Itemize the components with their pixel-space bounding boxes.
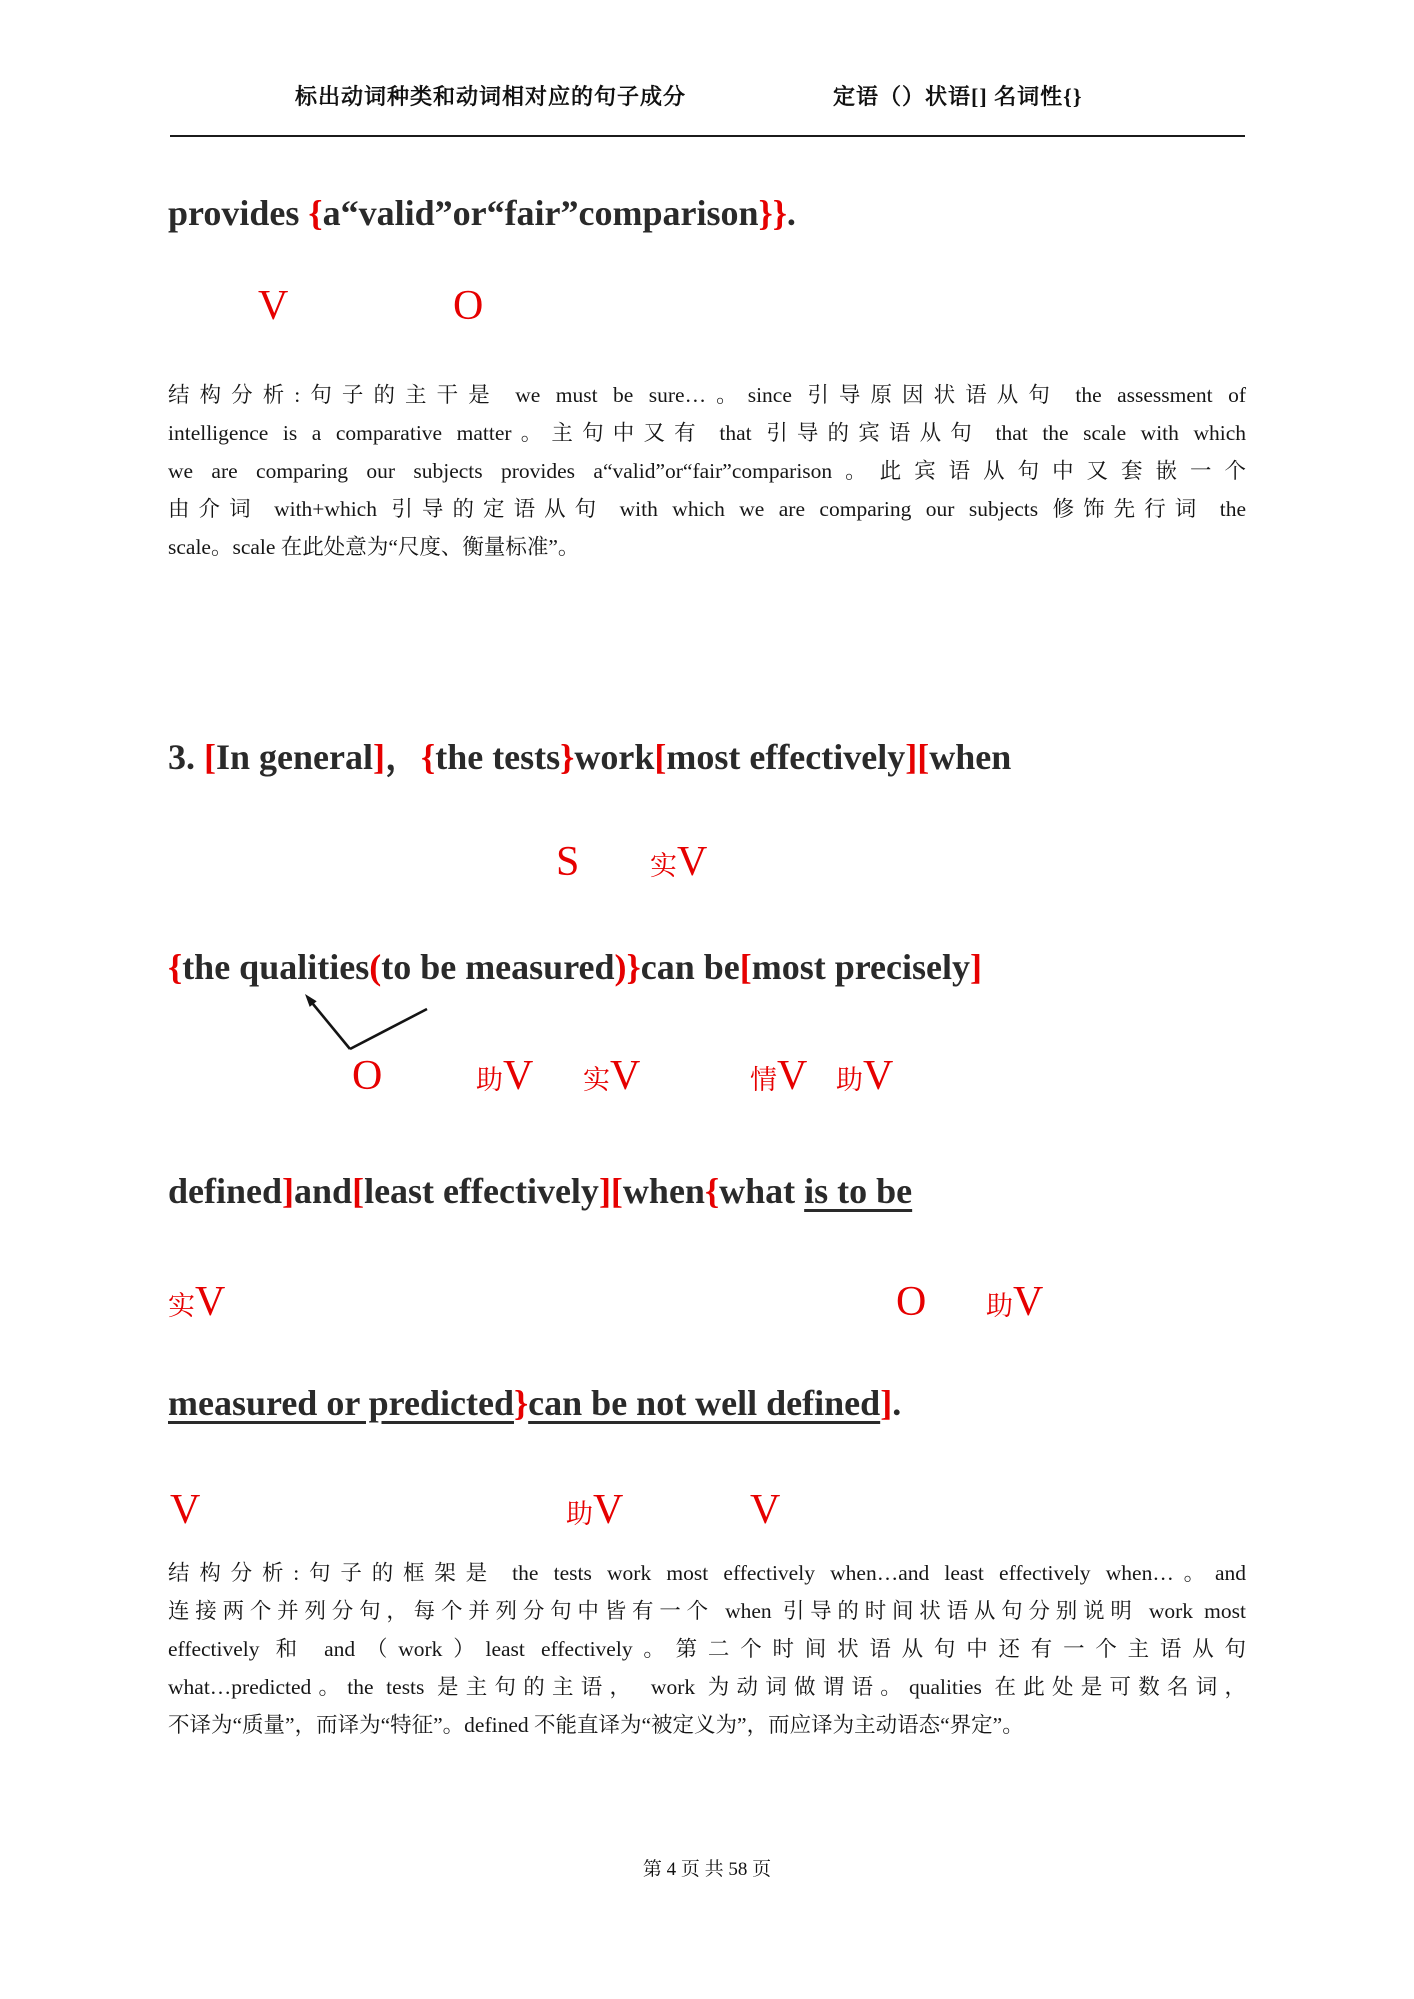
seg: . — [892, 1383, 902, 1423]
brace-open: { — [168, 947, 183, 987]
sentence2-fragment — [168, 190, 796, 237]
analysis-paragraph-1 — [168, 376, 1246, 566]
header-rule — [170, 135, 1245, 137]
analysis-line: 结构分析:句子的主干是 we must be sure…。since 引导原因状语从句 the assessment of — [168, 383, 1246, 407]
brace-close: } — [560, 737, 575, 777]
seg: the tests — [435, 737, 561, 777]
underlined-seg: can be not well defined — [528, 1383, 881, 1423]
grammar-label-o: O — [352, 1053, 383, 1099]
grammar-label-o: O — [896, 1279, 927, 1325]
seg: provides — [168, 193, 309, 233]
label-row-1 — [0, 282, 1414, 342]
header-legend: 定语（）状语[] 名词性{} — [833, 84, 1083, 109]
analysis-line: we are comparing our subjects provides a“valid”or“fair”comparison。此宾语从句中又套嵌一个 — [168, 459, 1246, 483]
seg: defined — [168, 1171, 283, 1211]
bracket-close: ] — [373, 737, 385, 777]
brackets: ][ — [598, 1171, 623, 1211]
underlined-seg: measured or predicted — [168, 1383, 514, 1423]
bracket-open: [ — [654, 737, 667, 777]
analysis-line: 连接两个并列分句，每个并列分句中皆有一个 when 引导的时间状语从句分别说明 work most — [168, 1599, 1246, 1623]
bracket-close: ] — [970, 947, 983, 987]
paren-brace-close: )} — [614, 947, 641, 987]
header-instruction: 标出动词种类和动词相对应的句子成分 — [295, 84, 687, 109]
page-number: 第 4 页 共 58 页 — [642, 1859, 772, 1880]
label-row-3 — [0, 1052, 1414, 1112]
grammar-label-o: O — [453, 283, 484, 329]
grammar-label-v: V — [750, 1487, 781, 1533]
grammar-label-s: S — [556, 839, 580, 885]
brace-close: } — [513, 1383, 529, 1423]
analysis-paragraph-2 — [168, 1554, 1246, 1744]
grammar-label-zhuv: 助V — [986, 1279, 1044, 1325]
seg: most effectively — [666, 737, 906, 777]
grammar-label-zhuv: 助V — [836, 1053, 894, 1099]
bracket-open: [ — [739, 947, 752, 987]
brace-open: { — [704, 1171, 720, 1211]
brace-close: }} — [758, 193, 787, 233]
grammar-label-v: V — [170, 1487, 201, 1533]
seg: when — [622, 1171, 705, 1211]
grammar-label-v: V — [258, 283, 289, 329]
sentence3-line2 — [168, 944, 982, 991]
bracket-close: ] — [880, 1383, 893, 1423]
paren-open: ( — [369, 947, 382, 987]
brackets: ][ — [905, 737, 930, 777]
seg: what — [719, 1171, 805, 1211]
analysis-line: intelligence is a comparative matter。主句中又有 that 引导的宾语从句 that the scale with which — [168, 421, 1246, 445]
label-row-4 — [0, 1278, 1414, 1338]
grammar-label-qingv: 情V — [750, 1053, 808, 1099]
sentence3-line4 — [168, 1380, 901, 1427]
sentence3-line3 — [168, 1168, 912, 1215]
seg: can be — [640, 947, 740, 987]
label-row-5 — [0, 1486, 1414, 1546]
analysis-line: 由介词 with+which 引导的定语从句 with which we are comparing our subjects 修饰先行词 the — [168, 497, 1246, 521]
analysis-line: 结构分析:句子的框架是 the tests work most effectively when…and least effectively when…。and — [168, 1561, 1246, 1585]
brace-open: { — [308, 193, 323, 233]
seg: ， — [385, 737, 422, 777]
sentence3-line1 — [168, 734, 1011, 781]
bracket-close: ] — [282, 1171, 295, 1211]
seg: when — [929, 737, 1012, 777]
underlined-seg: is to be — [804, 1171, 913, 1211]
seg: and — [294, 1171, 353, 1211]
seg: a“valid”or“fair”comparison — [322, 193, 759, 233]
seg: 3. — [168, 737, 204, 777]
grammar-label-zhuv: 助V — [476, 1053, 534, 1099]
seg: most precisely — [751, 947, 971, 987]
grammar-label-shiv: 实V — [583, 1053, 641, 1099]
analysis-line: effectively 和 and（work）least effectively。第二个时间状语从句中还有一个主语从句 — [168, 1637, 1246, 1661]
seg: least effectively — [364, 1171, 599, 1211]
analysis-line: 不译为“质量”，而译为“特征”。defined 不能直译为“被定义为”，而应译为主动语态“界定”。 — [168, 1713, 1024, 1737]
page-header — [0, 80, 1414, 114]
analysis-line: what…predicted。the tests 是主句的主语， work 为动词做谓语。qualities 在此处是可数名词， — [168, 1675, 1246, 1699]
bracket-open: [ — [352, 1171, 365, 1211]
grammar-label-shiv: 实V — [168, 1279, 226, 1325]
analysis-line: scale。scale 在此处意为“尺度、衡量标准”。 — [168, 535, 580, 559]
seg: the qualities — [182, 947, 370, 987]
brace-open: { — [421, 737, 436, 777]
bracket-open: [ — [204, 737, 216, 777]
label-row-2 — [0, 838, 1414, 898]
grammar-label-shiv: 实V — [650, 839, 708, 885]
pointer-arrow — [282, 988, 442, 1060]
seg: In general — [216, 737, 373, 777]
seg: to be measured — [381, 947, 615, 987]
grammar-label-zhuv: 助V — [566, 1487, 624, 1533]
seg: . — [786, 193, 796, 233]
seg: work — [574, 737, 655, 777]
